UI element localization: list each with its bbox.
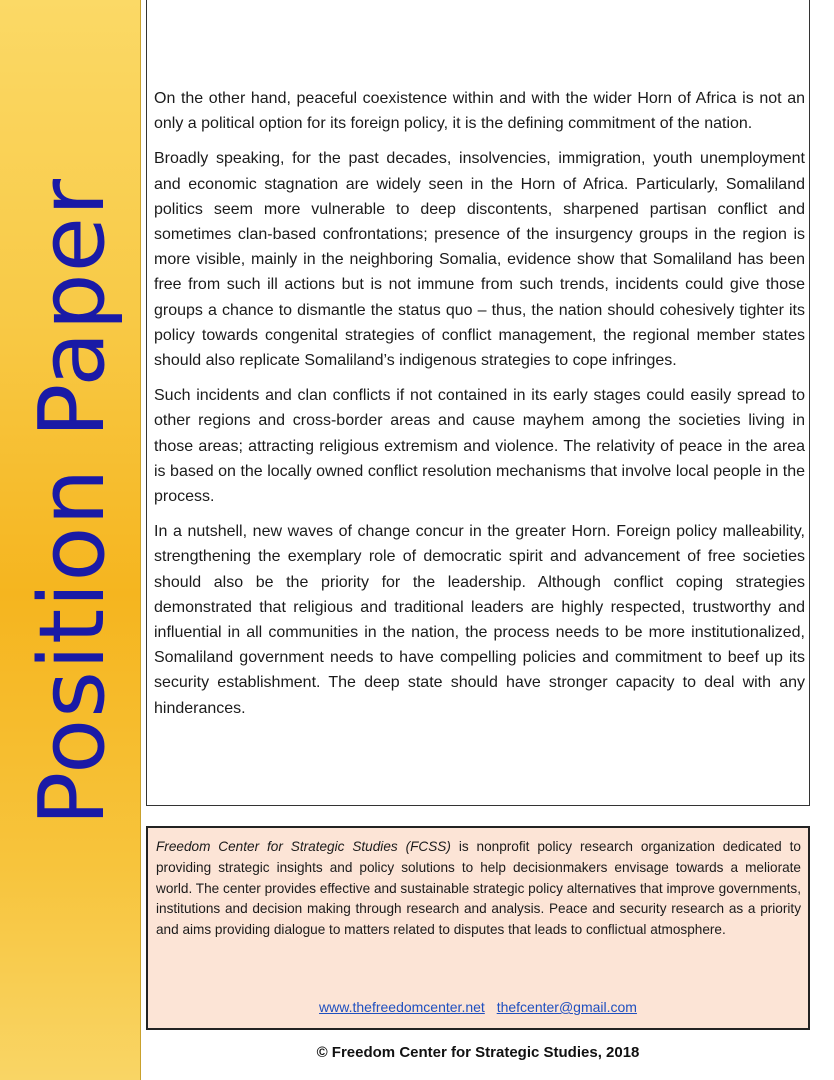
contact-links <box>148 999 808 1015</box>
org-description: is nonprofit policy research organization dedicated to providing strategic insights and policy solutions to help decisionmakers envisage towards a meliorate world. The center provides effective and sustainable strategic policy alternatives that improve governments, institutions and decision making through research and analysis. Peace and security research as a priority and aims providing dialogue to matters related to disputes that leads to conflictual atmosphere. <box>156 839 801 938</box>
org-name: Freedom Center for Strategic Studies (FCSS) <box>156 839 451 854</box>
paragraph-4: In a nutshell, new waves of change concur in the greater Horn. Foreign policy malleability, strengthening the exemplary role of democratic spirit and advancement of free societies should also be the priority for the leadership. Although conflict coping strategies demonstrated that religious and traditional leaders are highly respected, trustworthy and influential in all communities in the nation, the process needs to be more institutionalized, Somaliland government needs to have compelling policies and commitment to beef up its security establishment. The deep state should have stronger capacity to deal with any hinderances. <box>154 523 805 717</box>
sidebar-title: Position Paper <box>20 178 125 826</box>
main-content-box <box>146 0 810 806</box>
website-link[interactable]: www.thefreedomcenter.net <box>319 999 485 1015</box>
sidebar-banner <box>0 0 141 1080</box>
about-box <box>146 826 810 1030</box>
copyright-footer: © Freedom Center for Strategic Studies, 2018 <box>316 1044 640 1061</box>
paragraph-2: Broadly speaking, for the past decades, insolvencies, immigration, youth unemployment and economic stagnation are widely seen in the Horn of Africa. Particularly, Somaliland politics seem more vulnerable to deep discontents, sharpened partisan conflict and sometimes clan-based confrontations; presence of the insurgency groups in the region is more visible, mainly in the neighboring Somalia, evidence show that Somaliland has been free from such ill actions but is not immune from such trends, incidents could give those groups a chance to dismantle the status quo – thus, the nation should cohesively tighter its policy towards congenital strategies of conflict management, the regional member states should also replicate Somaliland’s indigenous strategies to cope infringes. <box>154 150 805 370</box>
email-link[interactable]: thefcenter@gmail.com <box>496 999 637 1015</box>
paragraph-1: On the other hand, peaceful coexistence within and with the wider Horn of Africa is not an only a political option for its foreign policy, it is the defining commitment of the nation. <box>154 90 805 133</box>
paragraph-3: Such incidents and clan conflicts if not contained in its early stages could easily spread to other regions and cross-border areas and cause mayhem among the societies living in those areas; attracting religious extremism and violence. The relativity of peace in the area is based on the locally owned conflict resolution mechanisms that involve local people in the process. <box>154 387 805 506</box>
about-text <box>156 837 801 941</box>
